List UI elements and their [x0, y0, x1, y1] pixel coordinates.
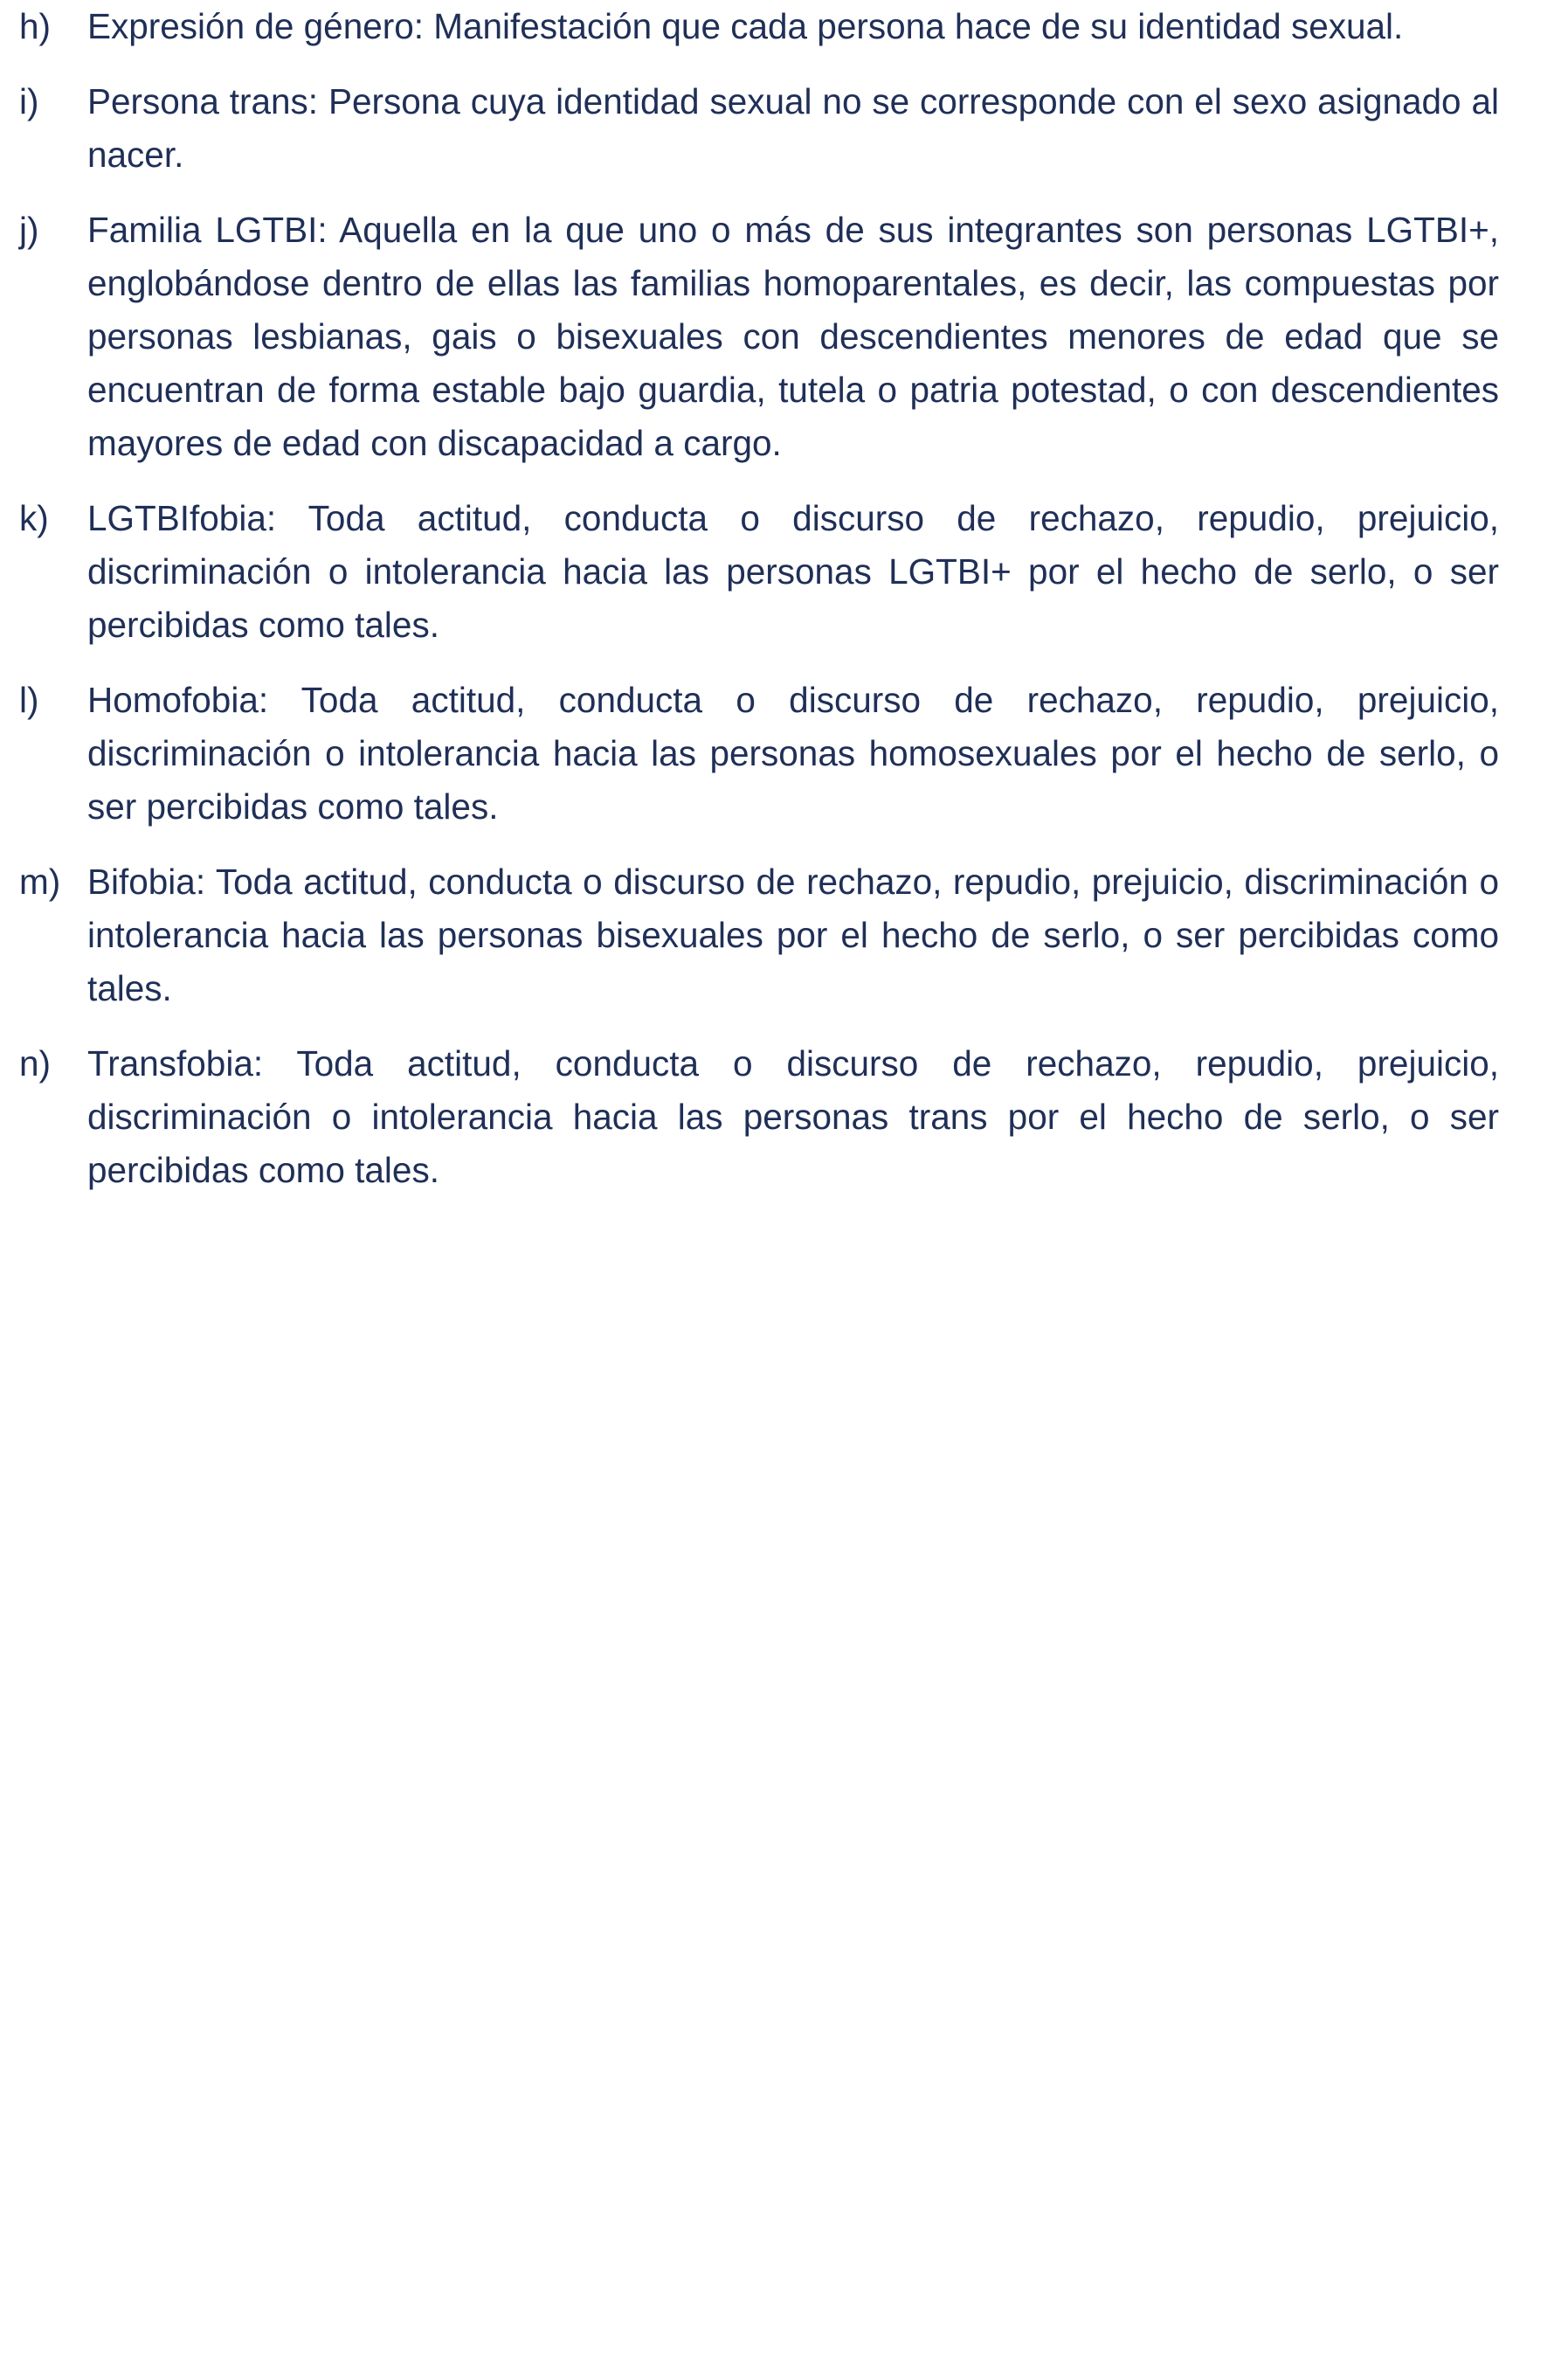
definition-item-j	[19, 204, 1557, 470]
list-marker: l)	[19, 680, 39, 720]
list-marker: n)	[19, 1043, 52, 1084]
definition-text: Expresión de género: Manifestación que cada persona hace de su identidad sexual.	[87, 6, 1404, 46]
definition-item-l	[19, 674, 1557, 834]
list-marker: m)	[19, 862, 61, 902]
definition-item-n	[19, 1037, 1557, 1197]
definition-item-k	[19, 492, 1557, 652]
definitions-list	[19, 0, 1557, 1219]
definition-text: Bifobia: Toda actitud, conducta o discurso de rechazo, repudio, prejuicio, discriminación o intolerancia hacia las personas bisexuales por el hecho de serlo, o ser percibidas como tales.	[87, 862, 1499, 1008]
definition-text: LGTBIfobia: Toda actitud, conducta o discurso de rechazo, repudio, prejuicio, discriminación o intolerancia hacia las personas LGTBI+ por el hecho de serlo, o ser percibidas como tales.	[87, 498, 1499, 645]
definition-text: Transfobia: Toda actitud, conducta o discurso de rechazo, repudio, prejuicio, discriminación o intolerancia hacia las personas trans por el hecho de serlo, o ser percibidas como tales.	[87, 1043, 1499, 1190]
list-marker: k)	[19, 498, 49, 538]
definition-item-m	[19, 855, 1557, 1015]
definition-text: Persona trans: Persona cuya identidad sexual no se corresponde con el sexo asignado al nacer.	[87, 81, 1499, 175]
definition-item-h	[19, 0, 1557, 53]
definition-item-i	[19, 75, 1557, 182]
list-marker: j)	[19, 210, 39, 250]
list-marker: i)	[19, 81, 39, 121]
list-marker: h)	[19, 6, 52, 46]
definition-text: Familia LGTBI: Aquella en la que uno o más de sus integrantes son personas LGTBI+, englobándose dentro de ellas las familias homoparentales, es decir, las compuestas por personas lesbianas, gais o bisexuales con descendientes menores de edad que se encuentran de forma estable bajo guardia, tutela o patria potestad, o con descendientes mayores de edad con discapacidad a cargo.	[87, 210, 1499, 463]
definition-text: Homofobia: Toda actitud, conducta o discurso de rechazo, repudio, prejuicio, discriminación o intolerancia hacia las personas homosexuales por el hecho de serlo, o ser percibidas como tales.	[87, 680, 1499, 827]
